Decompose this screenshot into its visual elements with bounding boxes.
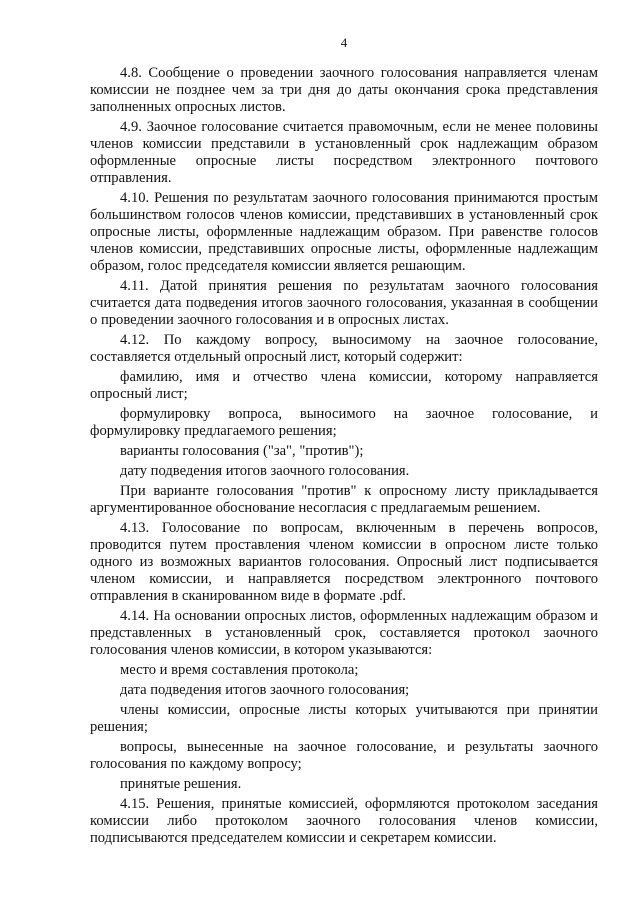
list-item-question-wording: формулировку вопроса, выносимого на заочное голосование, и формулировку предлагаемого решения; (90, 406, 598, 439)
list-item-summary-date: дата подведения итогов заочного голосования; (120, 682, 410, 698)
list-item-questions-results: вопросы, вынесенные на заочное голосование, и результаты заочного голосования по каждому вопросу; (90, 739, 598, 772)
paragraph-against-justification: При варианте голосования "против" к опросному листу прикладывается аргументированное обоснование несогласия с предлагаемым решением. (90, 483, 598, 516)
list-item-members: члены комиссии, опросные листы которых учитываются при принятии решения; (90, 702, 598, 735)
document-page (90, 34, 598, 847)
paragraph-4-11: 4.11. Датой принятия решения по результатам заочного голосования считается дата подведения итогов заочного голосования, указанная в сообщении о проведении заочного голосования и в опросных листах. (90, 278, 598, 328)
paragraph-4-15: 4.15. Решения, принятые комиссией, оформляются протоколом заседания комиссии либо протоколом заочного голосования членов комиссии, подписываются председателем комиссии и секретарем комиссии. (90, 796, 598, 846)
list-item-decisions: принятые решения. (120, 776, 242, 792)
list-item-full-name: фамилию, имя и отчество члена комиссии, которому направляется опросный лист; (90, 369, 598, 402)
list-item-place-time: место и время составления протокола; (120, 662, 359, 678)
paragraph-4-10: 4.10. Решения по результатам заочного голосования принимаются простым большинством голосов членов комиссии, представивших в установленный срок опросные листы, оформленные надлежащим образом. При равенстве голосов членов комиссии, представивших опросные листы, оформленные надлежащим образом, голос председателя комиссии является решающим. (90, 190, 598, 274)
paragraph-4-14: 4.14. На основании опросных листов, оформленных надлежащим образом и представленных в установленный срок, составляется протокол заочного голосования членов комиссии, в котором указываются: (90, 608, 598, 658)
paragraph-4-8: 4.8. Сообщение о проведении заочного голосования направляется членам комиссии не позднее чем за три дня до даты окончания срока представления заполненных опросных листов. (90, 65, 598, 115)
paragraph-4-12: 4.12. По каждому вопросу, выносимому на заочное голосование, составляется отдельный опросный лист, который содержит: (90, 332, 598, 365)
page-number: 4 (340, 35, 348, 50)
paragraph-4-13: 4.13. Голосование по вопросам, включенным в перечень вопросов, проводится путем проставления членом комиссии в опросном листе только одного из возможных вариантов голосования. Опросный лист подписывается членом комиссии, и направляется посредством электронного почтового отправления в сканированном виде в формате .pdf. (90, 520, 598, 604)
list-item-results-date: дату подведения итогов заочного голосования. (120, 463, 410, 479)
paragraph-4-9: 4.9. Заочное голосование считается правомочным, если не менее половины членов комиссии представили в установленный срок надлежащим образом оформленные опросные листы посредством электронного почтового отправления. (90, 119, 598, 186)
list-item-voting-options: варианты голосования ("за", "против"); (120, 443, 364, 459)
